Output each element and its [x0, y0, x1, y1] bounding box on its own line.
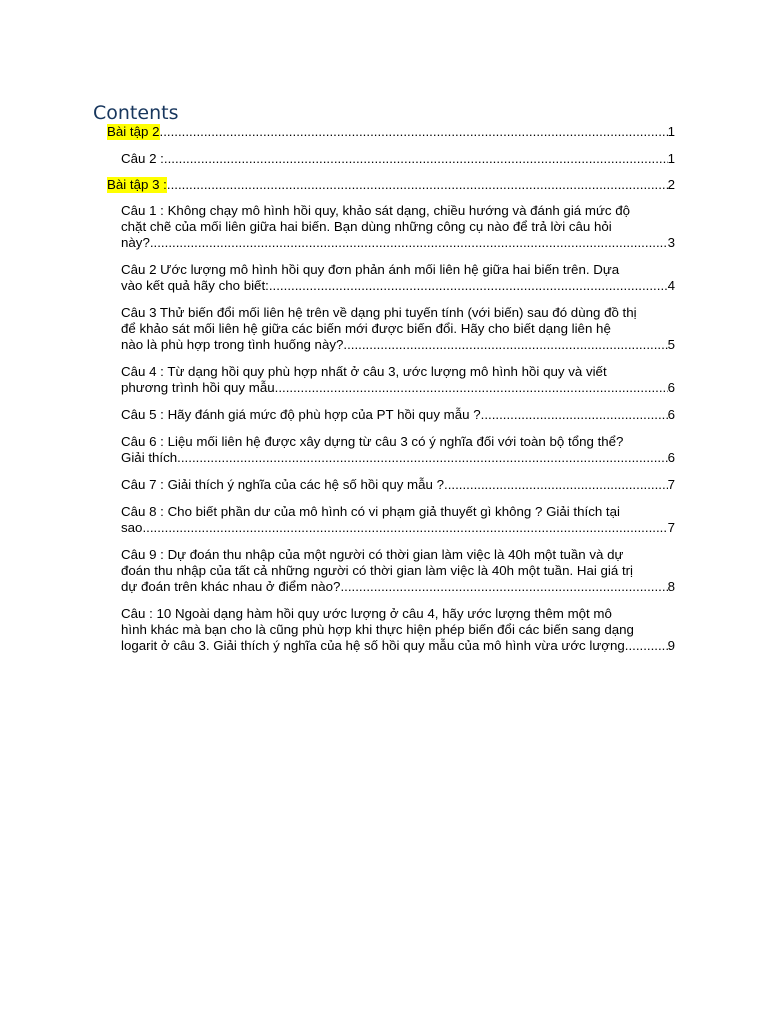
toc-entry[interactable] — [93, 262, 675, 294]
toc-entry-final-line — [121, 337, 675, 353]
toc-entry-text-line: Câu 8 : Cho biết phần dư của mô hình có vi phạm giả thuyết gì không ? Giải thích tại — [121, 504, 620, 519]
dot-leader — [628, 638, 667, 654]
toc-entry-text-line: Câu 9 : Dự đoán thu nhập của một người có thời gian làm việc là 40h một tuần và dự — [121, 547, 624, 562]
toc-page-number: 7 — [667, 477, 675, 492]
toc-entry-label: dự đoán trên khác nhau ở điểm nào? — [121, 579, 341, 594]
toc-entry-label: logarit ở câu 3. Giải thích ý nghĩa của hệ số hồi quy mẫu của mô hình vừa ước lượng. — [121, 638, 629, 653]
toc-entry-label: Câu 2 : — [121, 151, 164, 166]
toc-entry-text-line: chặt chẽ của mối liên giữa hai biến. Bạn dùng những công cụ nào để trả lời câu hỏi — [121, 219, 612, 234]
toc-entry-text-line: Câu 2 Ước lượng mô hình hồi quy đơn phản ánh mối liên hệ giữa hai biến trên. Dựa — [121, 262, 620, 277]
toc-entries — [93, 124, 675, 654]
toc-page-number: 3 — [667, 235, 675, 250]
toc-page-number: 5 — [667, 337, 675, 352]
toc-heading: Contents — [93, 102, 179, 124]
dot-leader — [142, 520, 667, 536]
toc-entry[interactable] — [93, 364, 675, 396]
toc-entry[interactable] — [93, 177, 675, 193]
toc-entry[interactable] — [93, 477, 675, 493]
dot-leader — [343, 337, 667, 353]
toc-entry-final-line — [107, 124, 675, 140]
dot-leader — [444, 477, 668, 493]
toc-entry-text-line: hình khác mà bạn cho là cũng phù hợp khi thực hiện phép biến đổi các biến sang dạng — [121, 622, 634, 637]
toc-entry-text-line: Câu 1 : Không chạy mô hình hồi quy, khảo sát dạng, chiều hướng và đánh giá mức độ — [121, 203, 630, 218]
dot-leader — [167, 177, 668, 193]
toc-entry-final-line — [121, 235, 675, 251]
toc-entry[interactable] — [93, 407, 675, 423]
dot-leader — [340, 579, 667, 595]
toc-entry-label: vào kết quả hãy cho biết: — [121, 278, 269, 293]
toc-entry-final-line — [121, 477, 675, 493]
toc-entry[interactable] — [93, 434, 675, 466]
toc-entry-final-line — [121, 520, 675, 536]
toc-entry[interactable] — [93, 151, 675, 167]
toc-entry-final-line — [107, 177, 675, 193]
toc-entry-label: nào là phù hợp trong tình huống này? — [121, 337, 344, 352]
dot-leader — [275, 380, 668, 396]
toc-page-number: 1 — [667, 151, 675, 166]
toc-entry-label: Bài tập 3 : — [107, 177, 167, 192]
toc-entry[interactable] — [93, 124, 675, 140]
toc-entry-text-line: Câu 3 Thử biến đổi mối liên hệ trên về dạng phi tuyến tính (với biến) sau đó dùng đồ thị — [121, 305, 637, 320]
toc-entry[interactable] — [93, 504, 675, 536]
dot-leader — [160, 124, 668, 140]
toc-entry-text-line: Câu 6 : Liệu mối liên hệ được xây dựng từ câu 3 có ý nghĩa đối với toàn bộ tổng thể? — [121, 434, 624, 449]
toc-entry-text-line: Câu 4 : Từ dạng hồi quy phù hợp nhất ở câu 3, ước lượng mô hình hồi quy và viết — [121, 364, 607, 379]
toc-entry-final-line — [121, 380, 675, 396]
toc-entry-text-line: đoán thu nhập của tất cả những người có thời gian làm việc là 40h một tuần. Hai giá trị — [121, 563, 634, 578]
toc-entry[interactable] — [93, 305, 675, 353]
toc-entry[interactable] — [93, 606, 675, 654]
toc-entry-final-line — [121, 450, 675, 466]
toc-entry-label: Câu 5 : Hãy đánh giá mức độ phù hợp của PT hồi quy mẫu ? — [121, 407, 481, 422]
toc-page-number: 6 — [667, 450, 675, 465]
toc-entry-final-line — [121, 151, 675, 167]
toc-entry-final-line — [121, 278, 675, 294]
toc-page-number: 4 — [667, 278, 675, 293]
toc-entry-label: Giải thích — [121, 450, 178, 465]
dot-leader — [164, 151, 668, 167]
dot-leader — [269, 278, 668, 294]
toc-entry-label: sao — [121, 520, 143, 535]
toc-entry-text-line: để khảo sát mối liên hệ giữa các biến mới được biến đổi. Hãy cho biết dạng liên hệ — [121, 321, 611, 336]
table-of-contents — [93, 100, 675, 654]
toc-entry-label: phương trình hồi quy mẫu — [121, 380, 275, 395]
toc-page-number: 2 — [667, 177, 675, 192]
toc-page-number: 9 — [667, 638, 675, 653]
dot-leader — [150, 235, 668, 251]
toc-entry-label: Bài tập 2 — [107, 124, 160, 139]
toc-entry-final-line — [121, 638, 675, 654]
toc-page-number: 7 — [667, 520, 675, 535]
toc-entry-label: Câu 7 : Giải thích ý nghĩa của các hệ số hồi quy mẫu ? — [121, 477, 445, 492]
toc-page-number: 6 — [667, 407, 675, 422]
toc-entry-text-line: Câu : 10 Ngoài dạng hàm hồi quy ước lượng ở câu 4, hãy ước lượng thêm một mô — [121, 606, 612, 621]
toc-entry[interactable] — [93, 203, 675, 251]
toc-page-number: 6 — [667, 380, 675, 395]
toc-entry-final-line — [121, 579, 675, 595]
dot-leader — [481, 407, 668, 423]
toc-page-number: 8 — [667, 579, 675, 594]
toc-entry[interactable] — [93, 547, 675, 595]
dot-leader — [177, 450, 667, 466]
toc-entry-final-line — [121, 407, 675, 423]
toc-entry-label: này? — [121, 235, 150, 250]
toc-page-number: 1 — [667, 124, 675, 139]
